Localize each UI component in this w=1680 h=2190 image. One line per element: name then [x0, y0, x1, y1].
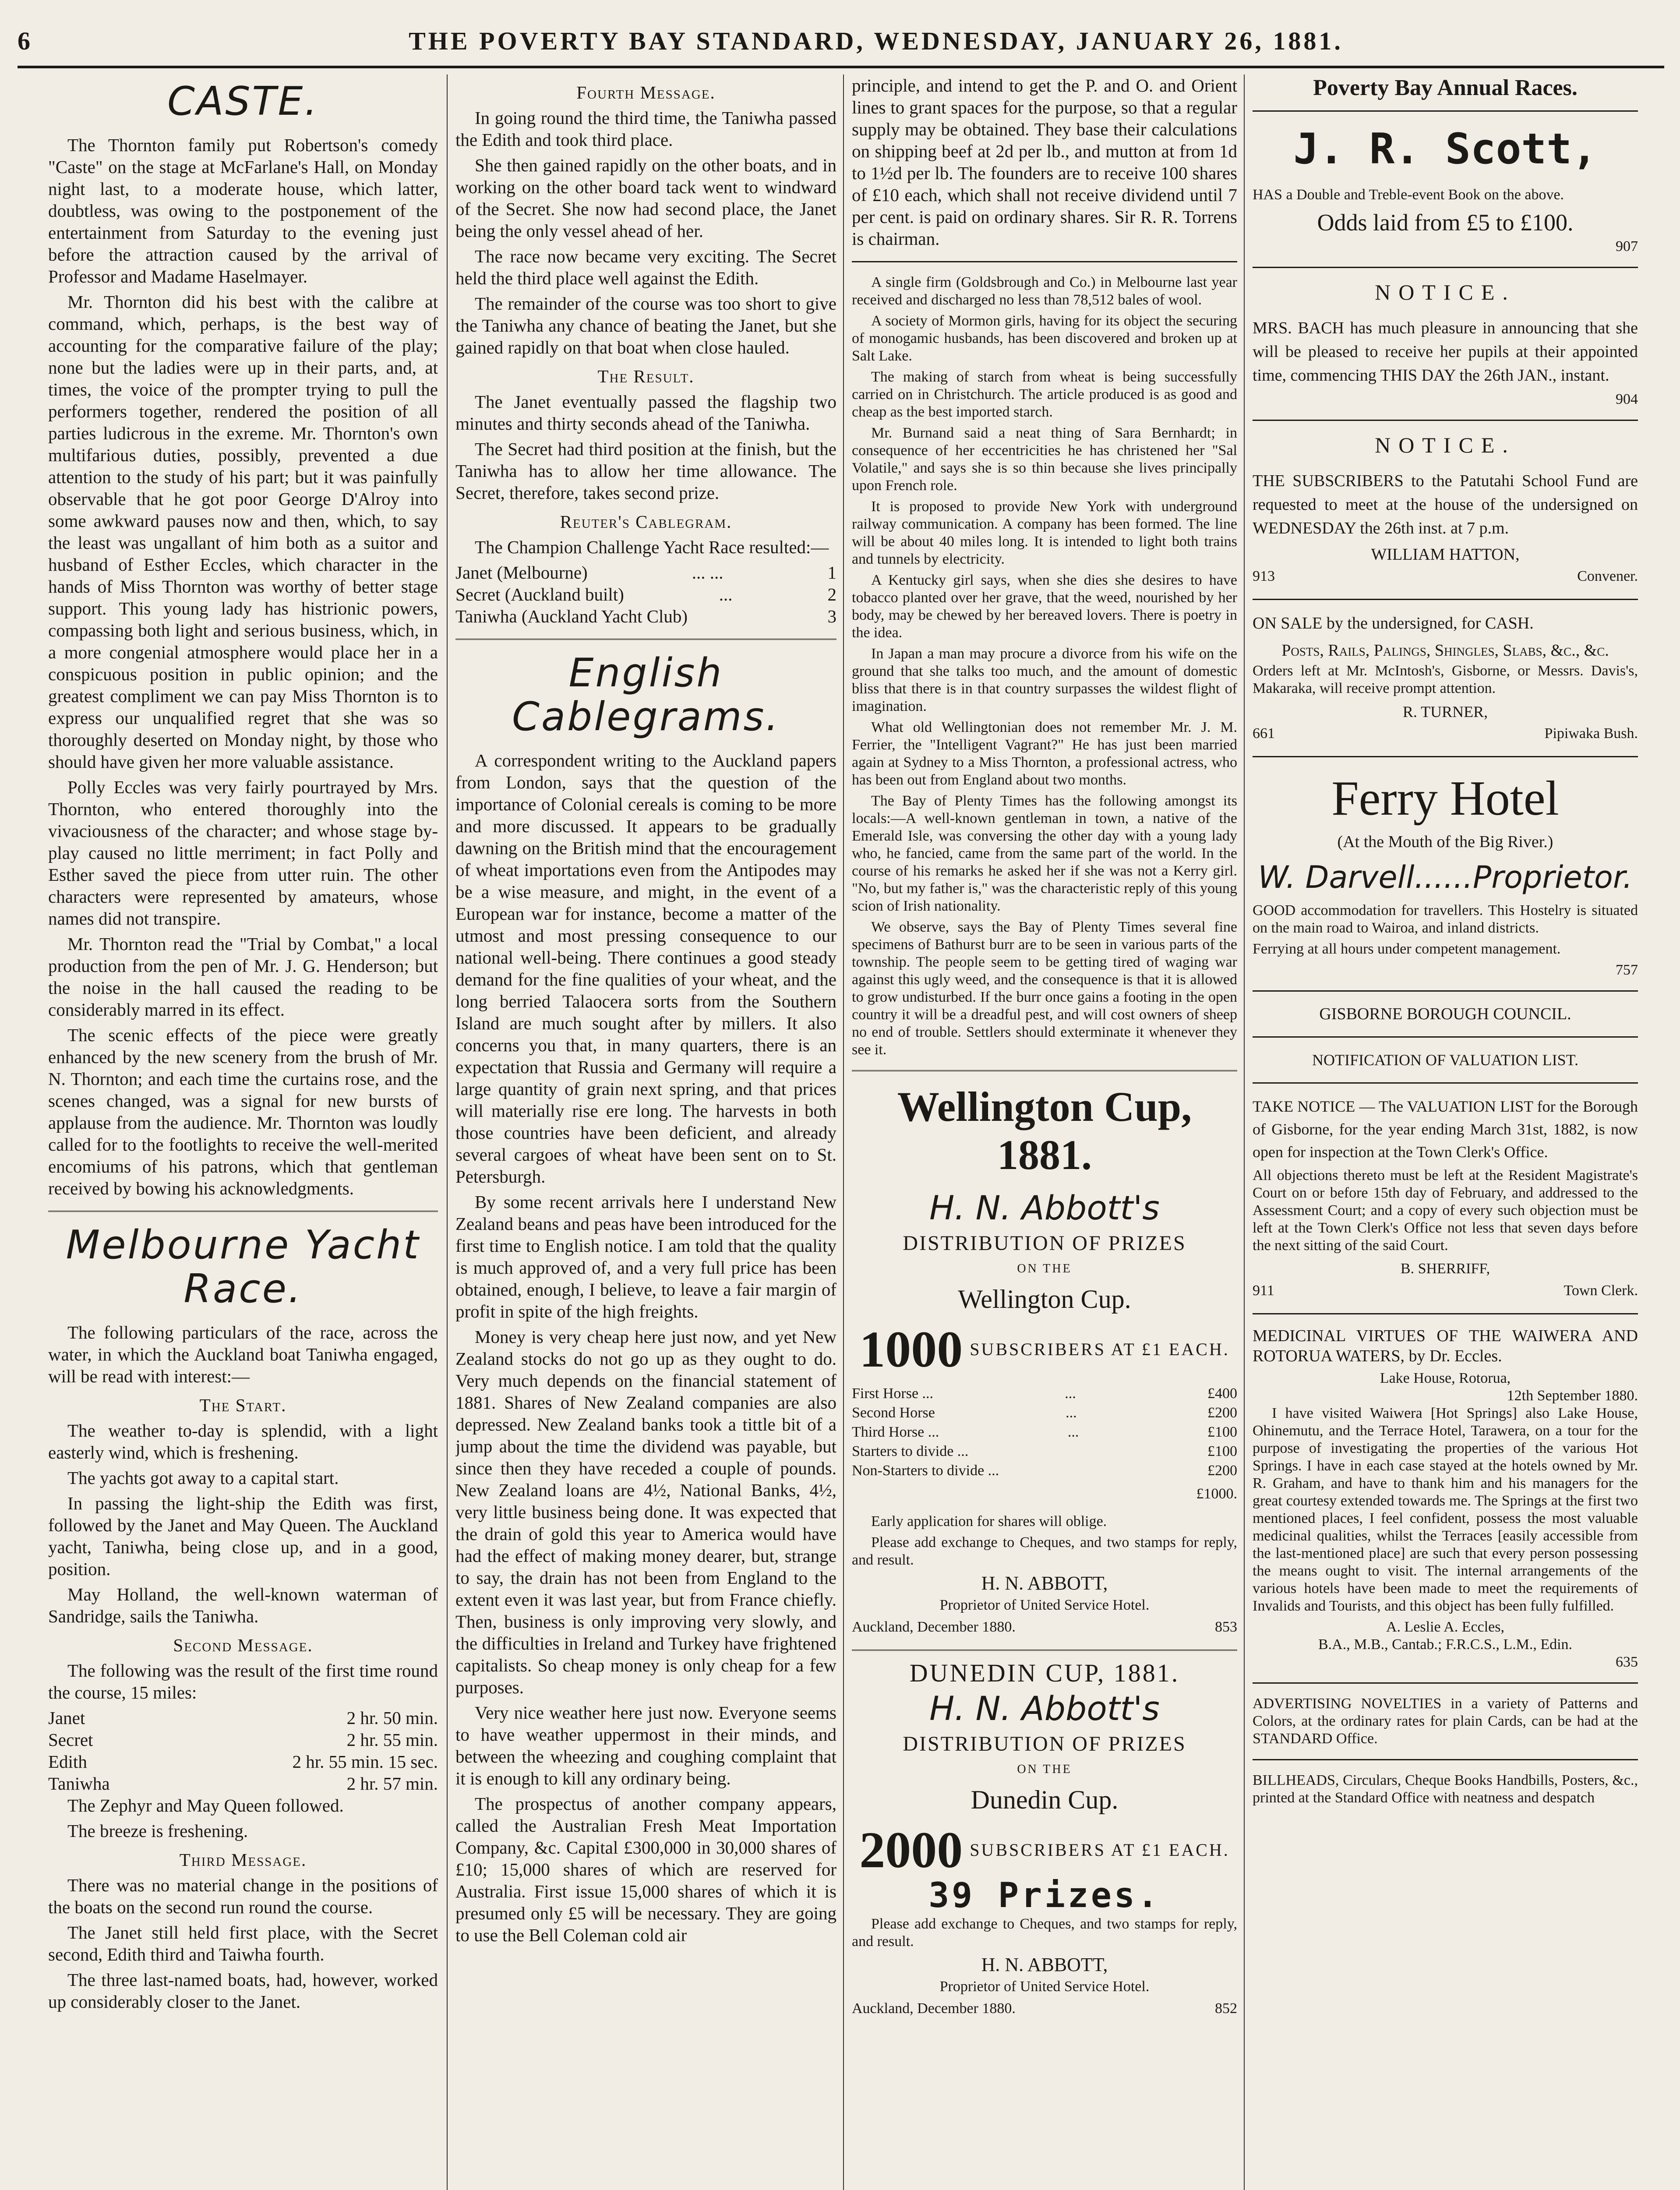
medicinal-credentials: B.A., M.B., Cantab.; F.R.C.S., L.M., Edin.: [1318, 1636, 1573, 1653]
yacht-paragraph: In passing the light-ship the Edith was first, followed by the Janet and May Queen. The Auckland yacht, Taniwha, being close up, and in a good, position.: [48, 1493, 438, 1579]
notice-text: MRS. BACH has much pleasure in announcing that she will be pleased to receive her pupils at their appointed time, commencing THIS DAY the 26th JAN., instant.: [1253, 319, 1638, 385]
dunedin-ad-name: H. N. Abbott's: [929, 1689, 1160, 1728]
placing-row: Taniwha (Auckland Yacht Club) 3: [455, 606, 836, 626]
news-note: A single firm (Goldsbrough and Co.) in Melbourne last year received and discharged no less than 78,512 bales of wool.: [852, 274, 1237, 308]
notice-heading: NOTICE.: [1375, 280, 1516, 304]
yacht-intro: The following particulars of the race, across the water, in which the Auckland boat Taniwha engaged, will be read with interest:—: [48, 1322, 438, 1386]
race-time-row: Taniwha 2 hr. 57 min.: [48, 1773, 438, 1794]
sale-orders: Orders left at Mr. McIntosh's, Gisborne, or Messrs. Davis's, Makaraka, will receive prompt attention.: [1253, 663, 1638, 696]
yacht-paragraph: The Janet eventually passed the flagship two minutes and thirty seconds ahead of the Taniwha.: [455, 392, 836, 434]
ferry-text: Ferrying at all hours under competent management.: [1253, 941, 1561, 957]
ad-note: Please add exchange to Cheques, and two stamps for reply, and result.: [852, 1916, 1237, 1950]
ad-signature: H. N. ABBOTT,: [981, 1954, 1108, 1975]
column-3: [852, 74, 1237, 2190]
wellington-ad-on-the: ON THE: [1017, 1262, 1072, 1275]
yacht-paragraph: The Zephyr and May Queen followed.: [67, 1795, 344, 1816]
sale-signature: R. TURNER,: [1402, 703, 1488, 721]
news-note: What old Wellingtonian does not remember Mr. J. M. Ferrier, the "Intelligent Vagrant?" He has just been married again at Sydney to a Miss Thornton, a professional actress, who has been out from England about two months.: [852, 719, 1237, 788]
yacht-heading: Melbourne Yacht Race.: [66, 1222, 420, 1312]
masthead-title: THE POVERTY BAY STANDARD, WEDNESDAY, JANUARY 26, 1881.: [409, 27, 1343, 55]
ferry-text: GOOD accommodation for travellers. This Hostelry is situated on the main road to Wairoa, and inland districts.: [1253, 902, 1638, 936]
section-rule: [1253, 1313, 1638, 1314]
cablegram-paragraph: By some recent arrivals here I understand New Zealand beans and peas have been introduced for the first time to English notice. I am told that the quality is much approved of, and a very full price has been obtained, enough, I believe, to leave a fair margin of profit in spite of the high freights.: [455, 1192, 836, 1321]
section-rule: [852, 1070, 1237, 1071]
medicinal-date: 12th September 1880.: [1507, 1388, 1638, 1404]
medicinal-heading: MEDICINAL VIRTUES OF THE WAIWERA AND ROTORUA WATERS, by Dr. Eccles.: [1253, 1327, 1638, 1365]
section-rule: [48, 1211, 438, 1212]
ad-note: Please add exchange to Cheques, and two stamps for reply, and result.: [852, 1534, 1237, 1568]
valuation-heading: NOTIFICATION OF VALUATION LIST.: [1312, 1051, 1578, 1069]
yacht-paragraph: The yachts got away to a capital start.: [67, 1468, 339, 1488]
valuation-text: All objections thereto must be left at the Resident Magistrate's Court on or before 15th day of February, and addressed to the Assessment Court; and a copy of every such objection must be left at the Town Clerk's Office not less that seven days before the next sitting of the said Court.: [1253, 1167, 1638, 1254]
caste-paragraph: Mr. Thornton read the "Trial by Combat," a local production from the pen of Mr. J. G. Henderson; but the noise in the hall caused the reading to be considerably marred in its effect.: [48, 934, 438, 1020]
news-note: It is proposed to provide New York with underground railway communication. A company has been formed. The line will be about 40 miles long. It is intended to light both trains and tunnels by electricity.: [852, 498, 1237, 567]
prize-total: £1000.: [1196, 1486, 1237, 1502]
section-rule: [1253, 1036, 1638, 1038]
odds-line: Odds laid from £5 to £100.: [1317, 209, 1574, 236]
dunedin-subscribers: [852, 1821, 1237, 1879]
race-time-row: Secret 2 hr. 55 min.: [48, 1730, 438, 1750]
council-heading: GISBORNE BOROUGH COUNCIL.: [1319, 1005, 1571, 1023]
wellington-cup-ad: [852, 1083, 1237, 1638]
ad-code: 904: [1616, 391, 1638, 407]
cablegrams-heading: English Cablegrams.: [512, 650, 780, 740]
cablegram-paragraph: A correspondent writing to the Auckland papers from London, says that the question of the importance of Colonial cereals is coming to be more and more discussed. It appears to be gradually dawning on the British mind that the encouragement of wheat importations even from the Antipodes may be a wise measure, and might, in the event of a European war for instance, become a matter of the utmost and most pressing consequence to our national well-being. There continues a good steady demand for the fine qualities of your wheat, and the long berried Talaocera sorts from the Southern Island are much sought after by millers. It also concerns you that, in many quarters, there is an expectation that Russia and Germany will require a large quantity of grain next spring, and that prices will materially rise ere long. The harvests in both those countries have been deficient, and already several cargoes of wheat have been sent on to St. Petersburgh.: [455, 750, 836, 1187]
cablegram-paragraph: The prospectus of another company appears, called the Australian Fresh Meat Importation Company, &c. Capital £300,000 in 30,000 shares of £10; 15,000 shares of which are reserved for Australia. First issue 15,000 shares of which it is presumed only £5 will be necessary. They are going to use the Bell Coleman cold air: [455, 1794, 836, 1945]
yacht-paragraph: The Secret had third position at the finish, but the Taniwha has to allow her time allowance. The Secret, therefore, takes second prize.: [455, 439, 836, 503]
news-note: Mr. Burnand said a neat thing of Sara Bernhardt; in consequence of her eccentricities he has christened her "Sal Volatile," and says she is so thin because she lives principally upon French role.: [852, 425, 1237, 494]
section-rule: [1253, 1082, 1638, 1084]
advertising-novelties: ADVERTISING NOVELTIES in a variety of Patterns and Colors, at the ordinary rates for plain Cards, can be had at the STANDARD Office.: [1253, 1695, 1638, 1747]
yacht-paragraph: She then gained rapidly on the other boats, and in working on the other board tack went to windward of the Secret. She now had second place, the Janet being the only vessel ahead of her.: [455, 155, 836, 241]
medicinal-text: I have visited Waiwera [Hot Springs] also Lake House, Ohinemutu, and the Terrace Hotel, Tarawera, on a tour for the purpose of investigating the properties of the various Hot Springs. I have in each case stayed at the hotels owned by Mr. R. Graham, and have to thank him and his managers for the great courtesy extended towards me. The Springs at the first two mentioned places, I feel confident, possess the most valuable medicinal qualities, whilst the Terraces [easily accessible from the last-mentioned place] are such that every person possessing the means ought to visit. The internal arrangements of the various hotels have been made to meet the requirements of Invalids and Tourists, and this object has been fully fulfilled.: [1253, 1405, 1638, 1614]
news-note: A Kentucky girl says, when she dies she desires to have tobacco planted over her grave, that the weed, nourished by her body, may be chewed by her bereaved lovers. There is poetry in the idea.: [852, 572, 1237, 641]
news-note: In Japan a man may procure a divorce from his wife on the ground that she talks too much, and the amount of domestic bliss that there is in that country surpasses the wildest flight of imagination.: [852, 646, 1237, 714]
medicinal-place: Lake House, Rotorua,: [1380, 1370, 1511, 1386]
ad-signature-role: Proprietor of United Service Hotel.: [939, 1597, 1150, 1613]
section-rule: [1253, 1682, 1638, 1684]
second-message-subheading: Second Message.: [173, 1635, 313, 1655]
placing-row: Janet (Melbourne) ... ... 1: [455, 562, 836, 583]
section-rule: [455, 639, 836, 640]
ad-signature-role: Proprietor of United Service Hotel.: [939, 1978, 1150, 1995]
ad-code: 757: [1616, 962, 1638, 978]
yacht-paragraph: There was no material change in the positions of the boats on the second run round the course.: [48, 1875, 438, 1917]
prize-row: Starters to divide ... £100: [852, 1443, 1237, 1459]
billheads-ad: BILLHEADS, Circulars, Cheque Books Handbills, Posters, &c., printed at the Standard Office with neatness and despatch: [1253, 1772, 1638, 1806]
cablegram-paragraph: Very nice weather here just now. Everyone seems to have weather uppermost in their minds, and between the wheezing and coughing complaint that it is enough to kill any ordinary being.: [455, 1703, 836, 1788]
column-divider: [1244, 74, 1245, 2190]
notice-heading: NOTICE.: [1375, 433, 1516, 457]
column-1: [48, 74, 438, 2190]
section-rule: [1253, 110, 1638, 112]
wellington-ad-title: Wellington Cup, 1881.: [897, 1083, 1192, 1178]
section-rule: [1253, 420, 1638, 421]
column-divider: [843, 74, 844, 2190]
ad-code: 907: [1616, 238, 1638, 254]
valuation-text: TAKE NOTICE — The VALUATION LIST for the Borough of Gisborne, for the year ending March 31st, 1882, is now open for inspection at the Town Clerk's Office.: [1253, 1098, 1638, 1161]
yacht-paragraph: In going round the third time, the Taniwha passed the Edith and took third place.: [455, 108, 836, 150]
news-note: A society of Mormon girls, having for its object the securing of monogamic husbands, has been discovered and broken up at Salt Lake.: [852, 313, 1237, 364]
caste-paragraph: Mr. Thornton did his best with the calibre at command, which, perhaps, is the best way of accounting for the comparative failure of the play; none but the ladies were up in their parts, and, at times, the voice of the prompter trying to pull the performers together, rendered the position of all parties ludicrous in the exreme. Mr. Thornton's own multifarious duties, possibly, prevented a due attention to the study of his part; but it was painfully observable that he got poor George D'Alroy into some awkward pauses now and then, which, to say the least was ungallant of him both as a suitor and husband of Esther Eccles, which character in the hands of Miss Thornton was worthy of better stage support. This young lady has histrionic powers, compassing both light and serious business, which, in a more congenial atmosphere would place her in a conspicuous position in public opinion; and the greatest compliment we can pay Miss Thornton is to express our unqualified regret that she was so thoroughly deserted on Monday night, by those who should have given her more valuable assistance.: [48, 292, 438, 772]
yacht-paragraph: The three last-named boats, had, however, worked up considerably closer to the Janet.: [48, 1970, 438, 2012]
scott-name: J. R. Scott,: [1293, 124, 1597, 173]
dunedin-ad-cup: Dunedin Cup.: [971, 1785, 1119, 1814]
ad-footer: 911 Town Clerk.: [1253, 1282, 1638, 1299]
page-number: 6: [18, 27, 33, 55]
section-rule: [1253, 267, 1638, 268]
start-subheading: The Start.: [199, 1395, 287, 1415]
prize-row: First Horse ... ... £400: [852, 1385, 1237, 1402]
masthead: [18, 26, 1664, 57]
dunedin-ad-on-the: ON THE: [1017, 1763, 1072, 1776]
ad-footer: Auckland, December 1880. 853: [852, 1619, 1237, 1635]
dunedin-subscribers-text: SUBSCRIBERS AT £1 EACH.: [970, 1840, 1230, 1860]
notice-text: THE SUBSCRIBERS to the Patutahi School Fund are requested to meet at the house of the undersigned on WEDNESDAY the 26th inst. at 7 p.m.: [1253, 472, 1638, 537]
section-rule: [1253, 1759, 1638, 1760]
race-time-row: Janet 2 hr. 50 min.: [48, 1708, 438, 1728]
ad-footer: 661 Pipiwaka Bush.: [1253, 725, 1638, 742]
valuation-signature: B. SHERRIFF,: [1400, 1261, 1490, 1277]
dunedin-big-number: 2000: [859, 1821, 963, 1879]
news-note: The Bay of Plenty Times has the following amongst its locals:—A well-known gentleman in town, a native of the Emerald Isle, was conversing the other day with a young lady who, he fancied, came from the same part of the world. In the course of his remarks he asked her if she was not a Kerry girl. "No, but my father is," was the characteristic reply of this young scion of Irish nationality.: [852, 793, 1237, 914]
section-rule: [852, 261, 1237, 262]
section-rule: [1253, 756, 1638, 757]
yacht-paragraph: The race now became very exciting. The Secret held the third place well against the Edith.: [455, 246, 836, 288]
medicinal-signature: A. Leslie A. Eccles,: [1386, 1619, 1505, 1635]
notice-signature: WILLIAM HATTON,: [1371, 545, 1520, 564]
caste-paragraph: The Thornton family put Robertson's comedy "Caste" on the stage at McFarlane's Hall, on Monday night last, to a moderate house, which latter, doubtless, was owing to the postponement of the entertainment from Saturday to the evening just before the attraction caused by the arrival of Professor and Madame Haselmayer.: [48, 135, 438, 286]
ferry-subtitle: (At the Mouth of the Big River.): [1337, 833, 1553, 851]
ferry-hotel-title: Ferry Hotel: [1331, 771, 1559, 826]
wellington-ad-name: H. N. Abbott's: [929, 1188, 1160, 1227]
wellington-ad-cup: Wellington Cup.: [958, 1285, 1131, 1314]
dunedin-prizes-count: 39 Prizes.: [928, 1876, 1161, 1915]
ad-signature: H. N. ABBOTT,: [981, 1572, 1108, 1594]
yacht-paragraph: The weather to-day is splendid, with a light easterly wind, which is freshening.: [48, 1420, 438, 1462]
cablegram-paragraph: Money is very cheap here just now, and yet New Zealand stocks do not go up as they ought to do. Very much depends on the financial statement of 1881. Shares of New Zealand companies are also depressed. New Zealand banks took a tittle bit of a jump about the time the dividend was payable, but since then they have receded a couple of pounds. New Zealand loans are 4½, National Banks, 4½, very little business being done. It was expected that the drain of gold this year to America would have had the effect of making money dearer, but, strange to say, the drain has not been from England to the extent even it was last year, but from France chiefly. Then, business is only improving very slowly, and the difficulties in Ireland and Turkey have frightened capitalists. So cheap money is only cheap for a few purposes.: [455, 1327, 836, 1697]
masthead-rule: [18, 66, 1664, 68]
dunedin-ad-dist: DISTRIBUTION OF PRIZES: [903, 1732, 1186, 1756]
column-divider: [447, 74, 448, 2190]
wellington-subscribers: [852, 1321, 1237, 1378]
section-rule: [852, 1650, 1237, 1651]
race-time-row: Edith 2 hr. 55 min. 15 sec.: [48, 1752, 438, 1772]
prize-row: Non-Starters to divide ... £200: [852, 1462, 1237, 1479]
ad-footer: Auckland, December 1880. 852: [852, 2000, 1237, 2017]
scott-text: HAS a Double and Treble-event Book on the above.: [1253, 187, 1564, 203]
caste-heading: CASTE.: [167, 78, 319, 124]
section-rule: [1253, 599, 1638, 600]
ad-code: 635: [1616, 1654, 1638, 1670]
yacht-paragraph: The breeze is freshening.: [67, 1821, 248, 1841]
caste-paragraph: Polly Eccles was very fairly pourtrayed by Mrs. Thornton, who entered thoroughly into the vivaciousness of the character; and whose stage by-play caused no little merriment; in fact Polly and Esther saved the piece from utter ruin. The other characters were represented by amateurs, whose names did not transpire.: [48, 777, 438, 929]
news-note: We observe, says the Bay of Plenty Times several fine specimens of Bathurst burr are to be seen in various parts of the township. The people seem to be getting tired of waging war against this ugly weed, and the consequence is that it is allowed to grow undisturbed. If the burr once gains a footing in the open country it will be a dreadful pest, and will cost owners of sheep no end of trouble. Settlers should exterminate it whenever they see it.: [852, 919, 1237, 1058]
yacht-paragraph: The following was the result of the first time round the course, 15 miles:: [48, 1660, 438, 1703]
result-subheading: The Result.: [597, 366, 695, 386]
wellington-subscribers-text: SUBSCRIBERS AT £1 EACH.: [970, 1339, 1230, 1359]
wellington-ad-dist: DISTRIBUTION OF PRIZES: [903, 1232, 1186, 1255]
ferry-proprietor: W. Darvell......Proprietor.: [1258, 859, 1633, 895]
fourth-message-subheading: Fourth Message.: [576, 82, 716, 102]
column-2: [455, 74, 836, 2190]
placing-row: Secret (Auckland built) ... 2: [455, 584, 836, 604]
ad-note: Early application for shares will oblige.: [871, 1513, 1107, 1529]
yacht-paragraph: May Holland, the well-known waterman of Sandridge, sails the Taniwha.: [48, 1584, 438, 1626]
dunedin-cup-ad: [852, 1659, 1237, 2020]
dunedin-ad-title: DUNEDIN CUP, 1881.: [909, 1659, 1180, 1687]
reuter-subheading: Reuter's Cablegram.: [560, 512, 732, 532]
news-note: The making of starch from wheat is being successfully carried on in Christchurch. The article produced is as good and cheap as the best imported starch.: [852, 369, 1237, 420]
ad-footer: 913 Convener.: [1253, 568, 1638, 584]
wellington-big-number: 1000: [859, 1321, 963, 1378]
yacht-paragraph: The Champion Challenge Yacht Race resulted:—: [475, 537, 829, 557]
sale-text: ON SALE by the undersigned, for CASH.: [1253, 614, 1534, 632]
news-notes: [852, 274, 1237, 1059]
sale-items: Posts, Rails, Palings, Shingles, Slabs, &c., &c.: [1281, 641, 1609, 660]
prize-row: Second Horse ... £200: [852, 1405, 1237, 1421]
cablegram-continuation: principle, and intend to get the P. and O. and Orient lines to grant spaces for the purpose, so that a regular supply may be obtained. They base their calculations on shipping beef at 2d per lb., and mutton at from 1d to 1½d per lb. The founders are to receive 100 shares of £10 each, which shall not receive dividend until 7 per cent. is paid on ordinary shares. Sir R. R. Torrens is chairman.: [852, 75, 1237, 249]
prize-row: Third Horse ... ... £100: [852, 1424, 1237, 1440]
yacht-paragraph: The Janet still held first place, with the Secret second, Edith third and Taiwha fourth.: [48, 1922, 438, 1964]
caste-paragraph: The scenic effects of the piece were greatly enhanced by the new scenery from the brush of Mr. N. Thornton; and each time the curtains rose, and the scenes changed, was a signal for new bursts of applause from the audience. Mr. Thornton was loudly called for to the footlights to receive the well-merited encomiums of his patrons, which that gentleman received by bowing his acknowledgments.: [48, 1025, 438, 1198]
column-4: [1253, 74, 1638, 2190]
section-rule: [1253, 990, 1638, 992]
yacht-paragraph: The remainder of the course was too short to give the Taniwha any chance of beating the Janet, but she gained rapidly on that boat when close hauled.: [455, 293, 836, 357]
third-message-subheading: Third Message.: [179, 1850, 307, 1870]
races-title: Poverty Bay Annual Races.: [1313, 75, 1578, 100]
